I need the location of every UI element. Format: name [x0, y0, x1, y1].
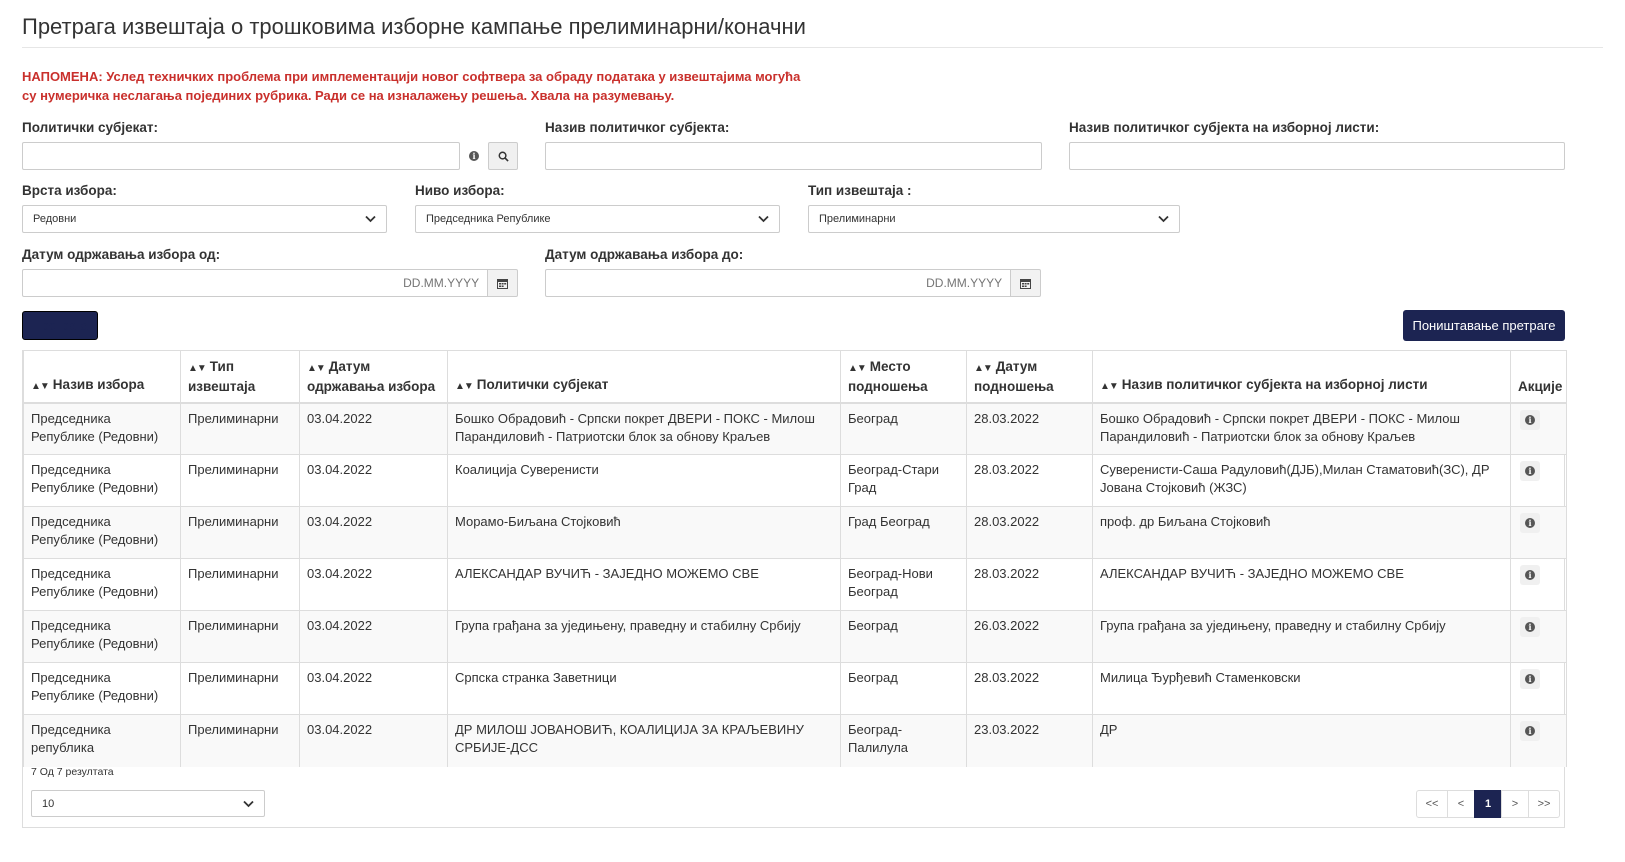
- report-type-label: Тип извештаја :: [808, 183, 912, 198]
- cell-type: Прелиминарни: [181, 663, 300, 715]
- cell-date: 03.04.2022: [300, 559, 448, 611]
- chevron-down-icon: [365, 215, 376, 223]
- cell-election: Председника Републике (Редовни): [24, 507, 181, 559]
- cell-type: Прелиминарни: [181, 559, 300, 611]
- pager-current[interactable]: 1: [1474, 790, 1502, 818]
- date-from-input[interactable]: [22, 269, 488, 297]
- cell-list: ДР: [1093, 715, 1511, 767]
- table-row: [24, 507, 1567, 559]
- election-type-field: [22, 183, 387, 233]
- cell-place: Београд-Палилула: [841, 715, 967, 767]
- header-place[interactable]: ▲▼ Место подношења: [841, 351, 967, 403]
- election-level-field: [415, 183, 780, 233]
- pager-next[interactable]: >: [1501, 790, 1529, 818]
- cell-list: Милица Ђурђевић Стаменковски: [1093, 663, 1511, 715]
- search-button[interactable]: Претрага: [22, 311, 98, 340]
- cell-place: Београд-Стари Град: [841, 455, 967, 507]
- cell-date: 03.04.2022: [300, 507, 448, 559]
- cell-date: 03.04.2022: [300, 715, 448, 767]
- cell-subject: АЛЕКСАНДАР ВУЧИЋ - ЗАЈЕДНО МОЖЕМО СВЕ: [448, 559, 841, 611]
- header-actions: Акције: [1511, 351, 1567, 403]
- cell-election: Председника Републике (Редовни): [24, 455, 181, 507]
- header-submit-date[interactable]: ▲▼ Датум подношења: [967, 351, 1093, 403]
- date-to-label: Датум одржавања избора до:: [545, 247, 744, 262]
- cell-actions: [1511, 559, 1567, 611]
- notice-line-2: су нумеричка неслагања појединих рубрика. Ради се на изналажењу решења. Хвала на разумевању.: [22, 88, 675, 103]
- cell-type: Прелиминарни: [181, 715, 300, 767]
- details-button[interactable]: [1520, 410, 1540, 430]
- table-row: [24, 663, 1567, 715]
- election-level-label: Ниво избора:: [415, 183, 505, 198]
- cell-date: 03.04.2022: [300, 455, 448, 507]
- election-level-value: Председника Републике: [426, 213, 551, 225]
- cell-type: Прелиминарни: [181, 455, 300, 507]
- pager-prev[interactable]: <: [1447, 790, 1475, 818]
- chevron-down-icon: [243, 800, 254, 808]
- cell-subject: Коалиција Суверенисти: [448, 455, 841, 507]
- pager-first[interactable]: <<: [1416, 790, 1448, 818]
- cell-election: Председника Републике (Редовни): [24, 663, 181, 715]
- header-election-date[interactable]: ▲▼ Датум одржавања избора: [300, 351, 448, 403]
- cell-date: 03.04.2022: [300, 663, 448, 715]
- details-button[interactable]: [1520, 565, 1540, 585]
- election-type-label: Врста избора:: [22, 183, 117, 198]
- report-type-value: Прелиминарни: [819, 213, 896, 225]
- cell-subject: ДР МИЛОШ ЈОВАНОВИЋ, КОАЛИЦИЈА ЗА КРАЉЕВИНУ СРБИЈЕ-ДСС: [448, 715, 841, 767]
- date-from-field: [22, 247, 518, 297]
- calendar-icon: [497, 278, 508, 289]
- search-icon: [498, 151, 509, 162]
- sort-icon: ▲▼: [1100, 380, 1118, 392]
- calendar-icon: [1020, 278, 1031, 289]
- date-from-label: Датум одржавања избора од:: [22, 247, 221, 262]
- cell-type: Прелиминарни: [181, 611, 300, 663]
- cell-subject: Српска странка Заветници: [448, 663, 841, 715]
- cell-submitted: 23.03.2022: [967, 715, 1093, 767]
- cell-place: Београд: [841, 403, 967, 455]
- date-from-calendar-button[interactable]: [488, 269, 518, 297]
- details-button[interactable]: [1520, 513, 1540, 533]
- cell-list: АЛЕКСАНДАР ВУЧИЋ - ЗАЈЕДНО МОЖЕМО СВЕ: [1093, 559, 1511, 611]
- table-row: [24, 403, 1567, 455]
- chevron-down-icon: [758, 215, 769, 223]
- cell-actions: [1511, 403, 1567, 455]
- page-title: Претрага извештаја о трошковима изборне кампање прелиминарни/коначни: [22, 0, 1603, 48]
- cell-place: Београд-Нови Београд: [841, 559, 967, 611]
- cell-place: Београд: [841, 663, 967, 715]
- sort-icon: ▲▼: [974, 362, 992, 374]
- details-button[interactable]: [1520, 617, 1540, 637]
- notice: [22, 67, 822, 105]
- table-row: [24, 559, 1567, 611]
- report-type-select[interactable]: [808, 205, 1180, 233]
- cell-list: проф. др Биљана Стојковић: [1093, 507, 1511, 559]
- cell-actions: [1511, 663, 1567, 715]
- search-lookup-button[interactable]: [488, 142, 518, 170]
- list-name-field: [1069, 120, 1565, 170]
- cell-list: Група грађана за уједињену, праведну и стабилну Србију: [1093, 611, 1511, 663]
- report-type-field: [808, 183, 1180, 233]
- cell-submitted: 28.03.2022: [967, 559, 1093, 611]
- reset-search-button[interactable]: Поништавање претраге: [1403, 310, 1565, 341]
- cell-type: Прелиминарни: [181, 403, 300, 455]
- date-to-input[interactable]: [545, 269, 1011, 297]
- sort-icon: ▲▼: [188, 362, 206, 374]
- cell-submitted: 26.03.2022: [967, 611, 1093, 663]
- sort-icon: ▲▼: [848, 362, 866, 374]
- subject-name-field: [545, 120, 1042, 170]
- sort-icon: ▲▼: [31, 380, 49, 392]
- cell-date: 03.04.2022: [300, 611, 448, 663]
- political-subject-input[interactable]: [22, 142, 460, 170]
- cell-election: Председника Републике (Редовни): [24, 559, 181, 611]
- header-list-name[interactable]: ▲▼ Назив политичког субјекта на изборној листи: [1093, 351, 1511, 403]
- results-table-container: [22, 350, 1565, 828]
- cell-election: Председника Републике (Редовни): [24, 611, 181, 663]
- date-to-field: [545, 247, 1041, 297]
- info-icon: i: [1525, 415, 1535, 425]
- cell-subject: Морамо-Биљана Стојковић: [448, 507, 841, 559]
- election-level-select[interactable]: [415, 205, 780, 233]
- header-report-type[interactable]: ▲▼ Тип извештаја: [181, 351, 300, 403]
- details-button[interactable]: [1520, 461, 1540, 481]
- page-size-select[interactable]: [31, 790, 265, 817]
- table-row: [24, 611, 1567, 663]
- subject-name-label: Назив политичког субјекта:: [545, 120, 730, 135]
- cell-subject: Група грађана за уједињену, праведну и стабилну Србију: [448, 611, 841, 663]
- details-button[interactable]: [1520, 721, 1540, 741]
- cell-place: Град Београд: [841, 507, 967, 559]
- cell-submitted: 28.03.2022: [967, 663, 1093, 715]
- political-subject-field: [22, 120, 518, 170]
- cell-date: 03.04.2022: [300, 403, 448, 455]
- cell-actions: [1511, 455, 1567, 507]
- cell-list: Суверенисти-Саша Радуловић(ДЈБ),Милан Стаматовић(ЗС), ДР Јована Стојковић (ЖЗС): [1093, 455, 1511, 507]
- cell-actions: [1511, 715, 1567, 767]
- cell-submitted: 28.03.2022: [967, 403, 1093, 455]
- pagination: [1416, 790, 1560, 818]
- cell-place: Београд: [841, 611, 967, 663]
- election-type-select[interactable]: [22, 205, 387, 233]
- results-table: [23, 350, 1567, 767]
- list-name-label: Назив политичког субјекта на изборној листи:: [1069, 120, 1380, 135]
- notice-line-1: НАПОМЕНА: Услед техничких проблема при имплементацији новог софтвера за обраду података у извештајима могућа: [22, 69, 801, 84]
- table-header-row: [24, 351, 1567, 403]
- cell-election: Председника република: [24, 715, 181, 767]
- pager-last[interactable]: >>: [1528, 790, 1560, 818]
- table-row: [24, 715, 1567, 767]
- info-icon: i: [1525, 674, 1535, 684]
- sort-icon: ▲▼: [307, 362, 325, 374]
- info-hint[interactable]: [460, 151, 488, 161]
- cell-type: Прелиминарни: [181, 507, 300, 559]
- table-row: [24, 455, 1567, 507]
- table-body: [24, 403, 1567, 767]
- cell-submitted: 28.03.2022: [967, 455, 1093, 507]
- cell-subject: Бошко Обрадовић - Српски покрет ДВЕРИ - ПОКС - Милош Парандиловић - Патриотски блок за обнову Краљев: [448, 403, 841, 455]
- info-icon: i: [1525, 518, 1535, 528]
- details-button[interactable]: [1520, 669, 1540, 689]
- results-count: 7 Од 7 резултата: [31, 766, 114, 778]
- cell-submitted: 28.03.2022: [967, 507, 1093, 559]
- political-subject-label: Политички субјекат:: [22, 120, 159, 135]
- info-icon: i: [469, 151, 479, 161]
- cell-election: Председника Републике (Редовни): [24, 403, 181, 455]
- info-icon: i: [1525, 622, 1535, 632]
- election-type-value: Редовни: [33, 213, 77, 225]
- info-icon: i: [1525, 466, 1535, 476]
- header-political-subject[interactable]: ▲▼ Политички субјекат: [448, 351, 841, 403]
- info-icon: i: [1525, 726, 1535, 736]
- info-icon: i: [1525, 570, 1535, 580]
- chevron-down-icon: [1158, 215, 1169, 223]
- subject-name-input[interactable]: [545, 142, 1042, 170]
- cell-actions: [1511, 507, 1567, 559]
- header-election-name[interactable]: ▲▼ Назив избора: [24, 351, 181, 403]
- list-name-input[interactable]: [1069, 142, 1565, 170]
- sort-icon: ▲▼: [455, 380, 473, 392]
- page-size-value: 10: [42, 797, 55, 810]
- date-to-calendar-button[interactable]: [1011, 269, 1041, 297]
- cell-actions: [1511, 611, 1567, 663]
- cell-list: Бошко Обрадовић - Српски покрет ДВЕРИ - ПОКС - Милош Парандиловић - Патриотски блок за обнову Краљев: [1093, 403, 1511, 455]
